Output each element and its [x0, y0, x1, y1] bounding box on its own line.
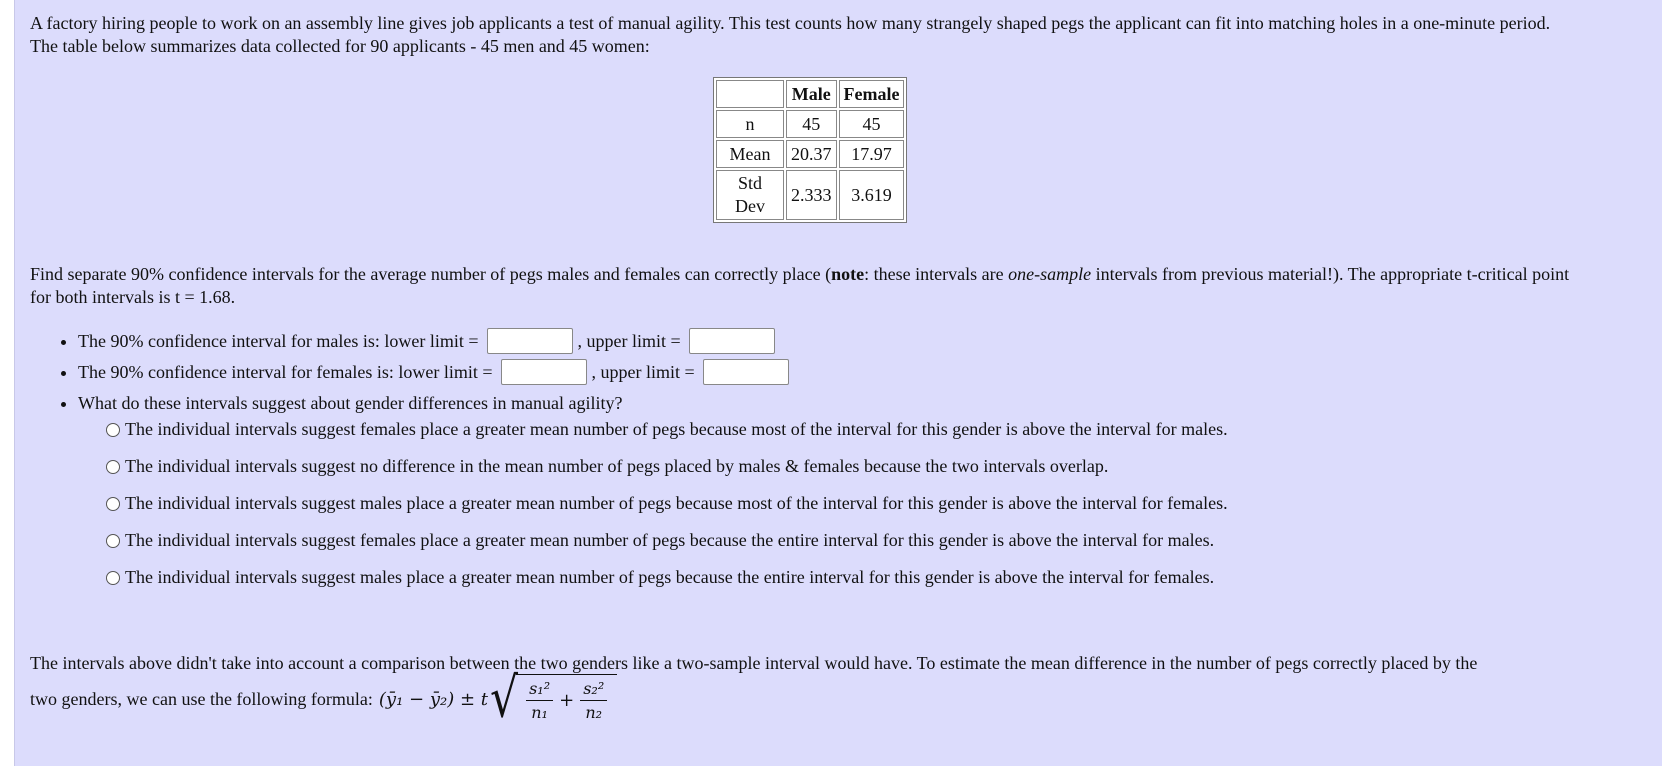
upper-limit-label: , upper limit = — [591, 362, 695, 382]
fraction-denominator: n₂ — [585, 703, 603, 722]
radicand — [516, 674, 617, 724]
females-interval-label: The 90% confidence interval for females is: lower limit = — [78, 362, 493, 382]
table-cell: 2.333 — [786, 170, 837, 220]
summary-table — [713, 77, 907, 223]
find-text-part: : these intervals are — [864, 264, 1009, 284]
table-row — [716, 140, 904, 168]
option-label: The individual intervals suggest males place a greater mean number of pegs because the entire interval for this gender is above the interval for females. — [125, 567, 1215, 587]
question-content — [30, 12, 1645, 731]
formula-intro: two genders, we can use the following formula: — [30, 688, 373, 709]
formula-left: (ȳ₁ − ȳ₂) ± t — [378, 688, 489, 710]
table-cell: Mean — [716, 140, 784, 168]
agility-question: What do these intervals suggest about gender differences in manual agility? — [78, 393, 623, 413]
fraction-two — [580, 677, 607, 724]
table-cell: n — [716, 110, 784, 138]
table-row — [716, 110, 904, 138]
fraction-one — [526, 677, 553, 724]
question-panel — [14, 0, 1662, 766]
plus-sign: + — [559, 690, 575, 711]
find-text-part: intervals from previous material!). The appropriate t-critical point for both intervals is t = 1.68. — [30, 264, 1570, 307]
table-cell: 17.97 — [839, 140, 905, 168]
table-header-cell: Male — [786, 80, 837, 108]
fraction-denominator: n₁ — [531, 703, 548, 722]
summary-table-wrap — [713, 77, 907, 223]
fraction-numerator: s₂² — [580, 677, 607, 701]
males-interval-label: The 90% confidence interval for males is: lower limit = — [78, 331, 479, 351]
males-lower-limit-input[interactable] — [487, 328, 573, 354]
find-intervals-text — [30, 263, 1570, 309]
table-cell: 20.37 — [786, 140, 837, 168]
females-upper-limit-input[interactable] — [703, 359, 789, 385]
answer-option[interactable] — [106, 411, 1228, 448]
table-header-cell: Female — [839, 80, 905, 108]
list-item — [78, 358, 789, 389]
two-sample-formula — [378, 666, 617, 731]
answer-option[interactable] — [106, 522, 1228, 559]
table-row — [716, 170, 904, 220]
table-cell: Std Dev — [716, 170, 784, 220]
fraction-numerator: s₁² — [526, 677, 553, 701]
answer-option[interactable] — [106, 559, 1228, 596]
table-cell: 45 — [786, 110, 837, 138]
task-list — [30, 327, 789, 417]
option-label: The individual intervals suggest males place a greater mean number of pegs because most of the interval for this gender is above the interval for females. — [125, 493, 1228, 513]
radio-button[interactable] — [106, 534, 120, 548]
option-label: The individual intervals suggest females place a greater mean number of pegs because the entire interval for this gender is above the interval for males. — [125, 530, 1215, 550]
list-item — [78, 327, 789, 358]
two-sample-text: The intervals above didn't take into account a comparison between the two genders like a two-sample interval would have. To estimate the mean difference in the number of pegs correctly placed by the — [30, 653, 1478, 673]
option-label: The individual intervals suggest females place a greater mean number of pegs because most of the interval for this gender is above the interval for males. — [125, 419, 1228, 439]
answer-option[interactable] — [106, 485, 1228, 522]
radio-button[interactable] — [106, 423, 120, 437]
intro-text: A factory hiring people to work on an assembly line gives job applicants a test of manual agility. This test counts how many strangely shaped pegs the applicant can fit into matching holes in a one-minute period. The table below summarizes data collected for 90 applicants - 45 men and 45 women: — [30, 13, 1551, 56]
sqrt-expression — [490, 666, 617, 731]
radical-sign-icon: √ — [490, 666, 519, 731]
females-lower-limit-input[interactable] — [501, 359, 587, 385]
find-text-part: Find separate 90% confidence intervals for the average number of pegs males and females can correctly place ( — [30, 264, 832, 284]
radio-button[interactable] — [106, 571, 120, 585]
table-cell: 45 — [839, 110, 905, 138]
table-header-cell — [716, 80, 784, 108]
note-label: note — [831, 264, 865, 284]
radio-button[interactable] — [106, 497, 120, 511]
upper-limit-label: , upper limit = — [577, 331, 681, 351]
radio-button[interactable] — [106, 460, 120, 474]
males-upper-limit-input[interactable] — [689, 328, 775, 354]
answer-options — [106, 411, 1228, 596]
answer-option[interactable] — [106, 448, 1228, 485]
option-label: The individual intervals suggest no difference in the mean number of pegs placed by males & females because the two intervals overlap. — [125, 456, 1109, 476]
formula-line — [30, 666, 617, 731]
one-sample-emphasis: one-sample — [1008, 264, 1092, 284]
table-cell: 3.619 — [839, 170, 905, 220]
table-header-row — [716, 80, 904, 108]
